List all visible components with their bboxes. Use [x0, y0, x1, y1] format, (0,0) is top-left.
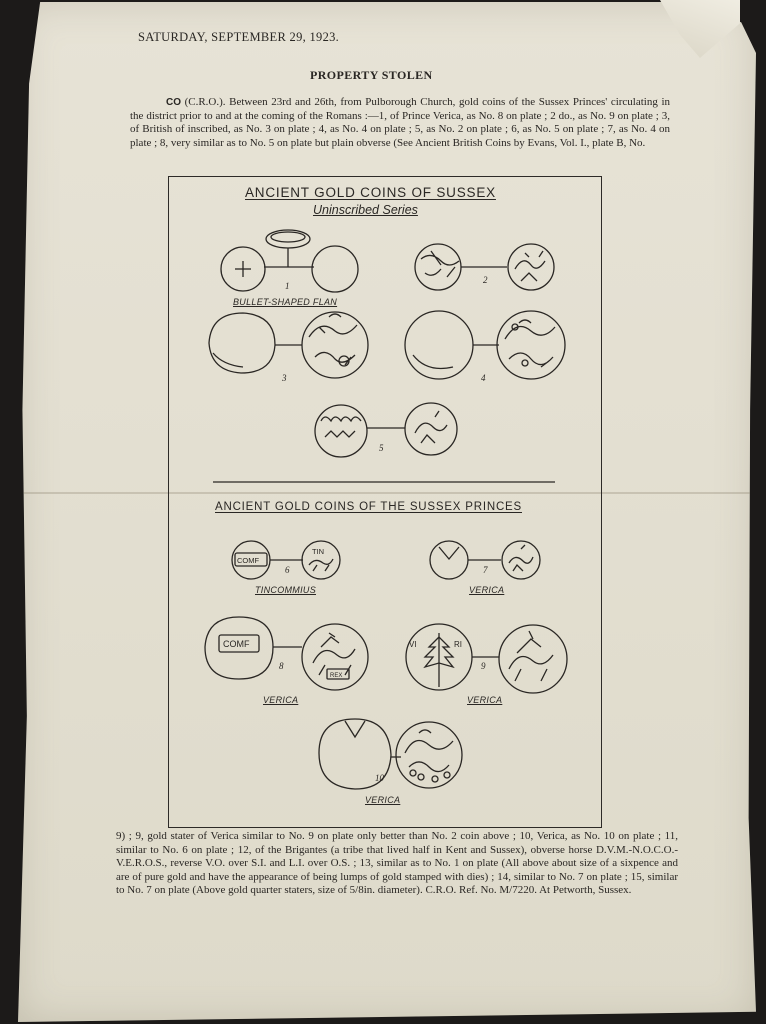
coin-number-1: 1: [285, 281, 290, 291]
notice-text: (C.R.O.). Between 23rd and 26th, from Pulborough Church, gold coins of the Sussex Princes' circulating in the district prior to and at the coming of the Romans :—1, of Prince Verica, as No. 8 on plate ; 2 do., as No. 9 on plate ; 3, of British of inscribed, as No. 3 on plate ; 4, as No. 4 on plate ; 5, as No. 2 on plate ; 6, as No. 5 on plate ; 7, as No. 4 on plate ; 8, very similar as to No. 5 on plate but plain obverse (See Ancient British Coins by Evans, Vol. I., plate B, No.: [130, 96, 670, 149]
coin-10: [319, 719, 462, 789]
section-heading: PROPERTY STOLEN: [310, 68, 433, 82]
coin-6-rev-legend: TIN: [312, 547, 325, 556]
coin-ruler-9: VERICA: [467, 695, 503, 705]
coin-ruler-10: VERICA: [365, 795, 401, 805]
coin-number-9: 9: [481, 661, 486, 671]
plate-title-uninscribed: ANCIENT GOLD COINS OF SUSSEX: [245, 185, 496, 200]
coin-number-3: 3: [282, 373, 287, 383]
coin-3: [209, 312, 368, 378]
coin-plate: [168, 176, 602, 828]
coin-4: [405, 311, 565, 379]
coin-8-legend: COMF: [223, 639, 250, 649]
bullet-flan-label: BULLET-SHAPED FLAN: [233, 297, 338, 307]
coin-number-8: 8: [279, 661, 284, 671]
coin-9: [406, 624, 567, 693]
coin-ruler-6: TINCOMMIUS: [255, 585, 316, 595]
coin-number-4: 4: [481, 373, 486, 383]
plate-title-princes: ANCIENT GOLD COINS OF THE SUSSEX PRINCES: [215, 501, 522, 513]
coin-number-6: 6: [285, 565, 290, 575]
notice-code: CO: [166, 97, 181, 108]
coin-6-legend: COMF: [237, 556, 260, 565]
coin-number-7: 7: [483, 565, 488, 575]
notice-paragraph: [130, 96, 670, 150]
coin-1: [221, 230, 358, 292]
coin-9-legend-right: RI: [454, 640, 462, 649]
coin-number-5: 5: [379, 443, 384, 453]
coin-ruler-7: VERICA: [469, 585, 505, 595]
coin-8-rev-legend: REX: [330, 673, 343, 679]
coin-number-2: 2: [483, 275, 488, 285]
coin-number-10: 10: [375, 773, 384, 783]
coin-9-legend-left: VI: [409, 640, 417, 649]
coin-5: [315, 403, 457, 457]
coin-8: [205, 617, 368, 690]
plate-subtitle-uninscribed: Uninscribed Series: [313, 203, 418, 217]
coin-ruler-8: VERICA: [263, 695, 299, 705]
issue-date: SATURDAY, SEPTEMBER 29, 1923.: [138, 30, 340, 44]
notice-continuation: 9) ; 9, gold stater of Verica similar to No. 9 on plate only better than No. 2 coin above ; 10, Verica, as No. 10 on plate ; 11, similar to No. 6 on plate ; 12, of the Brigantes (a tribe that lived half in Kent and Sussex), obverse horse D.V.M.-N.O.C.O.-V.E.R.O.S., reverse V.O. over S.I. and L.I. over O.S. ; 13, similar as to No. 1 on plate (All above about size of a sixpence and are of pure gold and have the appearance of being lumps of gold stamped with dies) ; 14, similar to No. 7 on plate ; 15, similar to No. 7 on plate (Above gold quarter staters, size of 5/8in. diameter). C.R.O. Ref. No. M/7220. At Petworth, Sussex.: [116, 830, 678, 896]
